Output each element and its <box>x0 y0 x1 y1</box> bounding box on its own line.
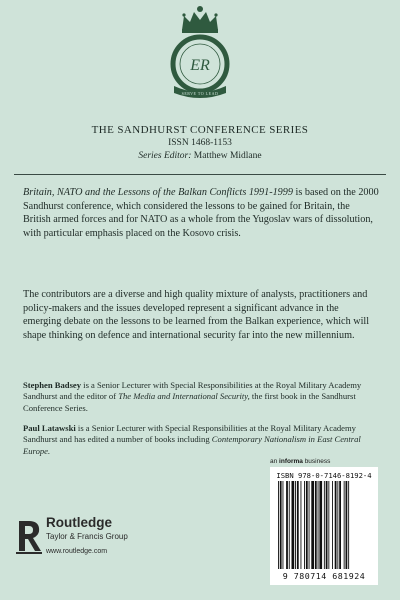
ean-barcode-icon <box>276 481 372 571</box>
bio-text: is a Senior Lecturer with Special Responsibilities at the Royal Military Academy Sandhurst and the editor of <box>23 380 362 402</box>
blurb-paragraph-2: The contributors are a diverse and high quality mixture of analysts, practitioners and policy-makers and the issues developed represent a significant advance in the emerging debate on the lessons to be learned from the Balkan experience, which will shape thinking on defence and international security far into the new millennium. <box>23 289 370 341</box>
barcode-bar <box>280 481 282 569</box>
barcode-bar <box>283 481 284 569</box>
barcode-bar <box>348 481 349 569</box>
routledge-r-logo-icon <box>16 517 42 555</box>
barcode-bar <box>335 481 337 569</box>
bio-book-title: The Media and International Security, <box>118 391 250 402</box>
author-bio-badsey <box>23 380 379 414</box>
author-name: Paul Latawski <box>23 423 76 433</box>
publisher-url[interactable]: www.routledge.com <box>46 548 108 555</box>
series-editor-name: Matthew Midlane <box>193 151 262 161</box>
barcode-bar <box>286 481 288 569</box>
crest-monogram: ER <box>190 57 210 74</box>
royal-crest-icon <box>160 2 240 100</box>
barcode-bar <box>318 481 319 569</box>
barcode-bar <box>297 481 299 569</box>
barcode-bar <box>339 481 341 569</box>
book-title: Britain, NATO and the Lessons of the Balkan Conflicts 1991-1999 <box>23 187 293 198</box>
blurb-paragraph-1 <box>23 186 379 240</box>
series-title: THE SANDHURST CONFERENCE SERIES <box>91 124 309 136</box>
bio-text: is a Senior Lecturer with Special Responsibilities at the Royal Military Academy Sandhurst and has edited a number of books including <box>23 423 356 445</box>
barcode-bar <box>301 481 302 569</box>
barcode-bar <box>292 481 295 569</box>
crest-motto: SERVE TO LEAD <box>181 91 219 96</box>
series-editor-label: Series Editor: <box>138 151 192 161</box>
series-editor <box>0 150 400 163</box>
isbn-label: ISBN 978-0-7146-8192-4 <box>276 471 372 480</box>
barcode-bar <box>278 481 279 569</box>
publisher-block <box>16 515 166 565</box>
barcode-bar <box>309 481 310 569</box>
bio-book-title: Contemporary Nationalism in East Central Europe. <box>23 434 361 456</box>
barcode-bar <box>326 481 328 569</box>
barcode-bar <box>306 481 308 569</box>
series-info <box>0 124 400 163</box>
bio-text: the first book in the Sandhurst Conference Series. <box>23 391 356 413</box>
informa-tagline: an informa business <box>270 458 331 465</box>
barcode-bar <box>315 481 317 569</box>
barcode-bar <box>328 481 329 569</box>
barcode-bar <box>289 481 290 569</box>
barcode-bar <box>324 481 325 569</box>
barcode-bar <box>332 481 333 569</box>
blurb-text-1: is based on the 2000 Sandhurst conference, which considered the lessons to be gained for Britain, the British armed forces and for NATO as a whole from the Yugoslav wars of dissolution, with particular emphasis placed on the Kosovo crisis. <box>23 187 379 239</box>
barcode-bar <box>319 481 322 569</box>
author-name: Stephen Badsey <box>23 380 82 390</box>
barcode-bar <box>337 481 338 569</box>
series-issn: ISSN 1468-1153 <box>168 138 232 148</box>
publisher-name: Routledge <box>46 515 112 530</box>
barcode-box <box>270 467 378 585</box>
barcode-bar <box>295 481 296 569</box>
barcode-bar <box>346 481 348 569</box>
barcode-bar <box>311 481 314 569</box>
barcode-bar <box>344 481 345 569</box>
publisher-subtitle: Taylor & Francis Group <box>46 532 128 541</box>
divider <box>14 174 386 175</box>
barcode-bar <box>304 481 305 569</box>
author-bio-latawski <box>23 423 379 457</box>
ean-digits: 9 780714 681924 <box>282 571 366 581</box>
